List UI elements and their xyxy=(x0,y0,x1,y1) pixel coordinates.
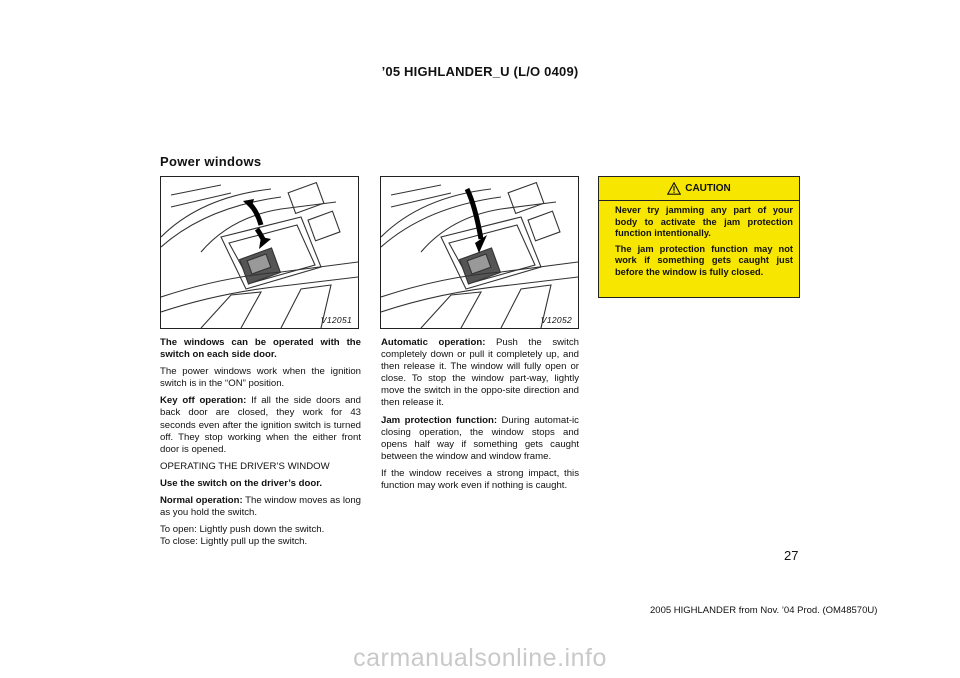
figure-code: V12052 xyxy=(540,315,572,325)
section-title: Power windows xyxy=(160,154,262,169)
figure-window-switch-2 xyxy=(380,176,579,329)
page-number: 27 xyxy=(784,548,799,563)
instruction-open: To open: Lightly push down the switch. xyxy=(160,524,325,536)
paragraph-key-off xyxy=(160,395,361,455)
paragraph: If the window receives a strong impact, this function may work even if nothing is caught. xyxy=(381,467,579,492)
watermark: carmanualsonline.info xyxy=(353,644,607,672)
caution-item xyxy=(605,244,793,279)
document-header: ’05 HIGHLANDER_U (L/O 0409) xyxy=(381,64,579,79)
paragraph-text: Push the switch completely down or pull it completely up, and then release it. The window will fully open or close. To stop the window part-way, lightly move the switch in the oppo-site direction and then release it. xyxy=(381,337,579,409)
column-1 xyxy=(160,337,361,553)
paragraph-normal-operation xyxy=(160,495,361,519)
paragraph-label: Automatic operation: xyxy=(381,337,486,348)
caution-header xyxy=(599,182,799,195)
warning-triangle-icon xyxy=(667,182,681,195)
paragraph-jam-protection xyxy=(381,415,579,463)
bullet-icon xyxy=(605,205,615,240)
door-switch-illustration-2 xyxy=(381,177,578,328)
caution-divider xyxy=(599,200,799,201)
paragraph-label: Key off operation: xyxy=(160,395,247,407)
figure-window-switch-1 xyxy=(160,176,359,329)
paragraph-text: During automat-ic closing operation, the window stops and opens half way if something gets caught between the window and window frame. xyxy=(381,414,579,462)
paragraph-automatic-operation xyxy=(381,337,579,410)
figure-code: V12051 xyxy=(320,315,352,325)
caution-title: CAUTION xyxy=(685,183,731,194)
caution-box xyxy=(598,176,800,298)
paragraph: The power windows work when the ignition switch is in the “ON” position. xyxy=(160,366,361,390)
paragraph-label: Jam protection function: xyxy=(381,414,498,426)
paragraph-label: Normal operation: xyxy=(160,495,243,507)
caution-item-text: Never try jamming any part of your body to activate the jam protection function intentionally. xyxy=(615,205,793,239)
subsection-subheading: Use the switch on the driver’s door. xyxy=(160,477,323,489)
lead-paragraph: The windows can be operated with the switch on each side door. xyxy=(160,337,361,361)
bullet-icon xyxy=(605,244,615,279)
footer-text: 2005 HIGHLANDER from Nov. ’04 Prod. (OM48570U) xyxy=(650,605,878,616)
subsection-heading: OPERATING THE DRIVER’S WINDOW xyxy=(160,460,330,472)
caution-item xyxy=(605,205,793,240)
instruction-close: To close: Lightly pull up the switch. xyxy=(160,536,308,548)
column-2 xyxy=(381,337,579,497)
paragraph-text: If all the side doors and back door are closed, they work for 43 seconds even after the ignition switch is turned off. They stop working when the either front door is opened. xyxy=(160,395,361,455)
paragraph-text: The window moves as long as you hold the switch. xyxy=(160,495,361,519)
caution-item-text: The jam protection function may not work if something gets caught just before the window is fully closed. xyxy=(615,243,793,277)
door-switch-illustration-1 xyxy=(161,177,358,328)
